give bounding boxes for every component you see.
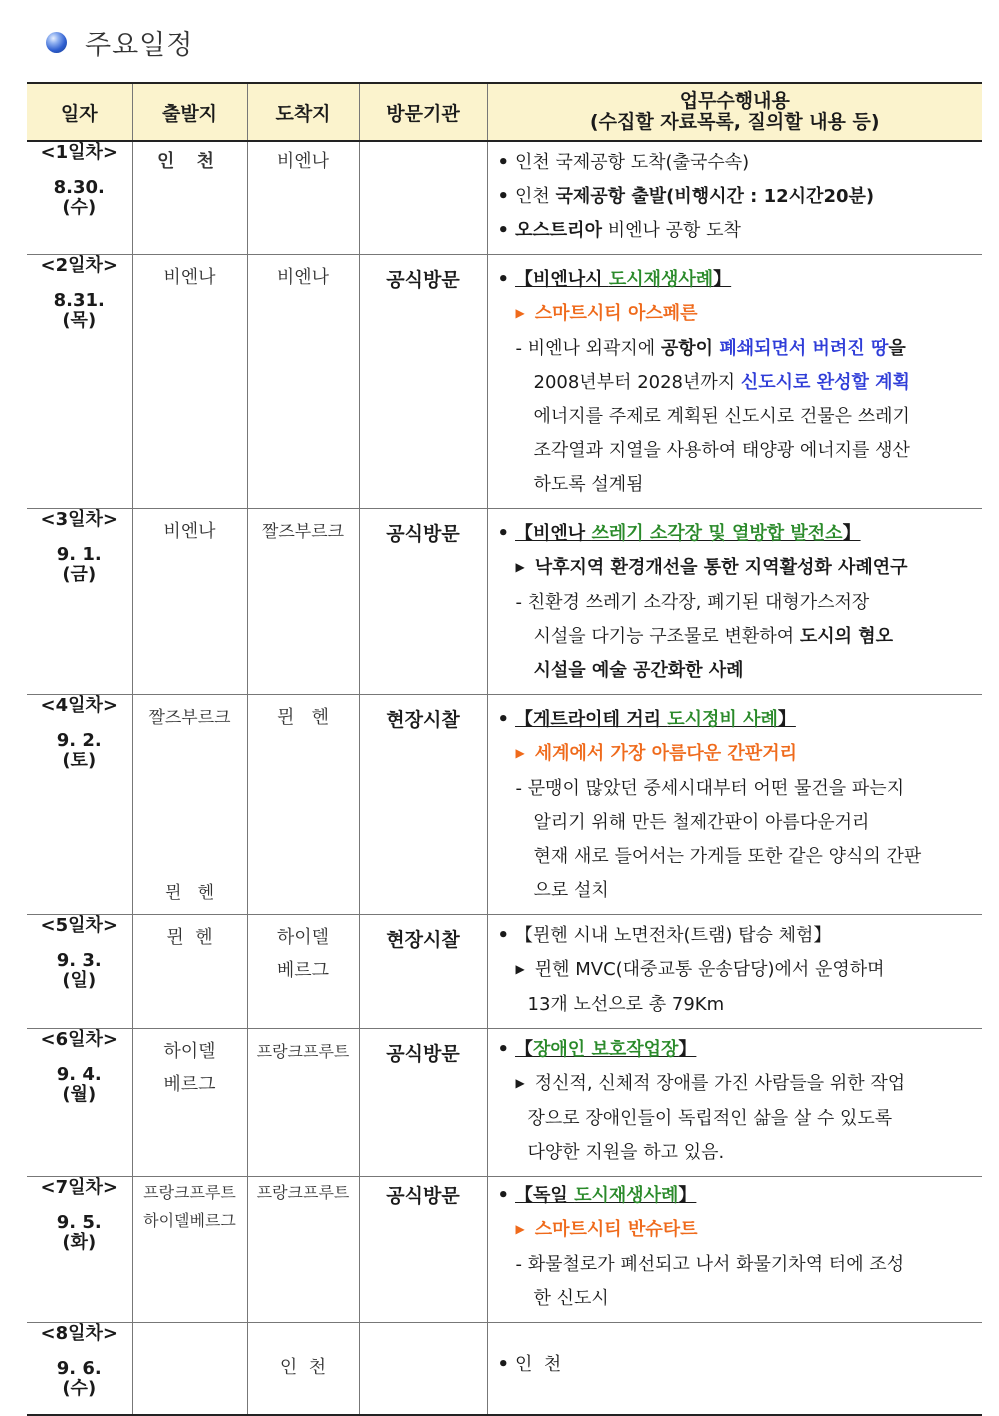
content-title: • 【장애인 보호작업장】 [497,1039,697,1060]
day-date: 9. 2. [56,730,102,751]
content-line: • 인 천 [497,1354,562,1376]
content-line: - 친환경 쓰레기 소각장, 폐기된 대형가스저장 [515,592,870,613]
day-cell [27,509,132,695]
arrival-cell: 비엔나 [247,141,359,255]
arrival-text-2: 베르그 [276,960,330,981]
arrival-cell: 프랑크프루트 [247,1029,359,1177]
departure-text: 짤즈부르크 [148,708,231,728]
content-line: - 문맹이 많았던 중세시대부터 어떤 물건을 파는지 [515,778,905,799]
content-line: 에너지를 주제로 계획된 신도시로 건물은 쓰레기 [533,406,910,427]
content-title: • 【독일 도시재생사례】 [497,1185,697,1206]
content-line: • 오스트리아 비엔나 공항 도착 [497,220,741,241]
content-line: 하도록 설계됨 [533,474,644,495]
departure-cell: 비엔나 [132,255,247,509]
departure-cell [132,1029,247,1177]
agency-cell [359,1323,487,1415]
content-line: 시설을 다기능 구조물로 변환하여 도시의 혐오 [533,626,894,647]
arrival-cell: 비엔나 [247,255,359,509]
day-number: <1일차> [40,142,118,163]
day-cell [27,915,132,1029]
content-subtitle: ▶ 낙후지역 환경개선을 통한 지역활성화 사례연구 [515,557,908,578]
day-cell [27,1029,132,1177]
day-weekday: (금) [62,564,97,585]
day-cell [27,1177,132,1323]
content-cell [487,1323,982,1415]
content-cell [487,509,982,695]
departure-text: 인 천 [156,151,223,172]
content-subtitle: ▶ 정신적, 신체적 장애를 가진 사람들을 위한 작업 [515,1073,906,1094]
table-row [27,509,982,695]
header-agency: 방문기관 [359,83,487,141]
triangle-bullet-icon: ▶ [515,962,525,976]
content-subtitle: ▶ 스마트시티 아스페른 [515,303,698,324]
content-cell [487,1029,982,1177]
agency-cell: 공식방문 [359,1029,487,1177]
section-title: 주요일정 [85,29,194,61]
day-number: <6일차> [40,1029,118,1050]
content-line: 조각열과 지열을 사용하여 태양광 에너지를 생산 [533,440,910,461]
day-date: 9. 3. [56,950,102,971]
schedule-table [27,82,982,1416]
day-date: 9. 1. [56,544,102,565]
day-date: 9. 6. [56,1358,102,1379]
content-cell [487,915,982,1029]
content-title: • 【비엔나시 도시재생사례】 [497,269,732,290]
triangle-bullet-icon: ▶ [515,746,525,760]
content-subtitle: ▶ 스마트시티 반슈타트 [515,1219,698,1240]
day-date: 8.30. [53,177,105,198]
departure-cell [132,695,247,915]
arrival-cell: 인 천 [247,1323,359,1415]
content-line: 장으로 장애인들이 독립적인 삶을 살 수 있도록 [527,1108,893,1129]
agency-cell [359,141,487,255]
content-line: 2008년부터 2028년까지 신도시로 완성할 계획 [533,372,910,393]
table-row [27,1177,982,1323]
departure-text-2: 베르그 [163,1074,216,1095]
day-weekday: (일) [62,970,97,991]
day-date: 9. 4. [56,1064,102,1085]
day-date: 9. 5. [56,1212,102,1233]
content-subtitle: ▶ 뮌헨 MVC(대중교통 운송담당)에서 운영하며 [515,959,885,980]
agency-cell: 공식방문 [359,509,487,695]
triangle-bullet-icon: ▶ [515,306,525,320]
day-number: <3일차> [40,509,118,530]
content-title: • 【뮌헨 시내 노면전차(트램) 탑승 체험】 [497,925,832,946]
day-cell [27,255,132,509]
header-day: 일자 [27,83,132,141]
content-line: 한 신도시 [533,1288,609,1309]
table-row [27,1029,982,1177]
content-cell [487,141,982,255]
header-to: 도착지 [247,83,359,141]
day-weekday: (수) [62,197,97,218]
day-cell [27,695,132,915]
day-weekday: (목) [62,310,97,331]
arrival-cell: 프랑크프루트 [247,1177,359,1323]
arrival-cell [247,915,359,1029]
departure-cell [132,1177,247,1323]
departure-cell [132,1323,247,1415]
header-from: 출발지 [132,83,247,141]
header-content-subtitle: (수집할 자료목록, 질의할 내용 등) [589,111,880,133]
day-weekday: (토) [62,750,97,771]
agency-cell: 현장시찰 [359,915,487,1029]
departure-text: 프랑크프루트 [143,1183,236,1202]
content-title: • 【게트라이테 거리 도시정비 사례】 [497,709,796,730]
day-cell [27,1323,132,1415]
content-title: • 【비엔나 쓰레기 소각장 및 열방합 발전소】 [497,523,861,544]
content-line: 시설을 예술 공간화한 사례 [533,660,744,681]
content-subtitle: ▶ 세계에서 가장 아름다운 간판거리 [515,743,797,764]
day-number: <5일차> [40,915,118,936]
table-row [27,141,982,255]
day-number: <7일차> [40,1177,118,1198]
header-content-title: 업무수행내용 [679,90,790,112]
content-cell [487,1177,982,1323]
content-line: 현재 새로 들어서는 가게들 또한 같은 양식의 간판 [533,846,922,867]
content-line: • 인천 국제공항 출발(비행시간 : 12시간20분) [497,186,875,207]
triangle-bullet-icon: ▶ [515,1222,525,1236]
table-row [27,915,982,1029]
day-number: <8일차> [40,1323,118,1344]
departure-cell: 뮌 헨 [132,915,247,1029]
day-date: 8.31. [53,290,105,311]
table-row [27,255,982,509]
table-row [27,1323,982,1415]
triangle-bullet-icon: ▶ [515,1076,525,1090]
departure-text-2: 뮌 헨 [164,883,215,903]
triangle-bullet-icon: ▶ [515,560,525,574]
content-cell [487,255,982,509]
table-header-row [27,83,982,141]
agency-cell: 공식방문 [359,255,487,509]
agency-cell: 현장시찰 [359,695,487,915]
departure-cell: 비엔나 [132,509,247,695]
sphere-bullet-icon [46,32,67,53]
day-weekday: (수) [62,1378,97,1399]
content-line: - 비엔나 외곽지에 공항이 폐쇄되면서 버려진 땅을 [515,338,906,359]
header-content [487,83,982,141]
departure-cell [132,141,247,255]
day-number: <2일차> [40,255,118,276]
content-line: - 화물철로가 폐선되고 나서 화물기차역 터에 조성 [515,1254,905,1275]
content-cell [487,695,982,915]
arrival-text: 하이델 [276,927,330,948]
content-line: 알리기 위해 만든 철제간판이 아름다운거리 [533,812,870,833]
day-weekday: (월) [62,1084,97,1105]
content-line: 13개 노선으로 총 79Km [527,994,725,1015]
day-cell [27,141,132,255]
departure-text-2: 하이델베르그 [143,1211,236,1230]
day-number: <4일차> [40,695,118,716]
section-heading [46,20,193,64]
arrival-cell: 짤즈부르크 [247,509,359,695]
content-line: 으로 설치 [533,880,609,901]
content-line: 다양한 지원을 하고 있음. [527,1142,725,1163]
arrival-cell: 뮌 헨 [247,695,359,915]
table-row [27,695,982,915]
day-weekday: (화) [62,1232,97,1253]
departure-text: 하이델 [163,1041,216,1062]
content-line: • 인천 국제공항 도착(출국수속) [497,152,750,173]
agency-cell: 공식방문 [359,1177,487,1323]
